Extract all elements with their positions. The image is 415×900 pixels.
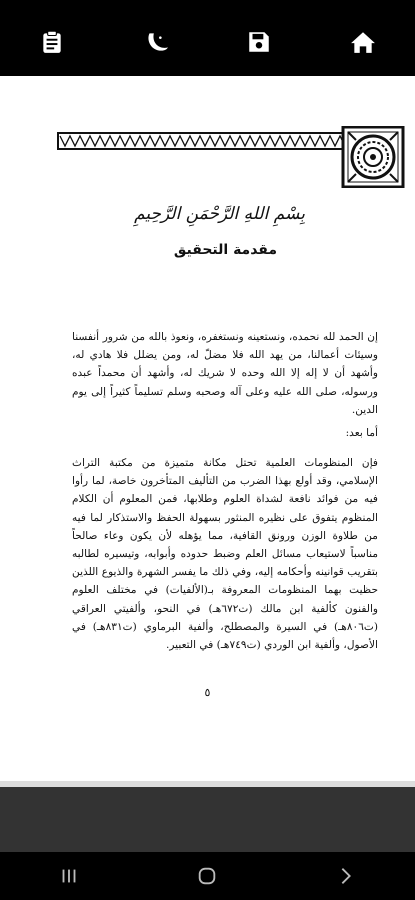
back-chevron-icon: [335, 865, 357, 887]
paragraph-main: فإن المنظومات العلمية تحتل مكانة متميزة من مكتبة التراث الإسلامي، وقد أولع بهذا الضرب من التأليف المتأخرون خاصة، لما رأوا فيه من فوائد نافعة لشداة العلوم وطلابها، فمن المعلوم أن الكلام المنظوم يتفوق على نظيره المنثور بسهولة الحفظ والاستذكار لما فيه من طلاوة الوزن ورونق القافية، مما يؤهله لأن يكون وعاء صالحاً مناسباً لاستيعاب مسائل العلم وضبط حدوده وأبوابه، وتيسيره لطالبه بتقريب قوانينه وأحكامه إليه، وفي ذلك ما يفسر الشهرة والذيوع اللذين حظيت بهما المنظومات المعروفة بـ(الألفيات) في مختلف العلوم والفنون كألفية ابن مالك (ت٦٧٢هـ) في النحو، وألفيتي العراقي (ت٨٠٦هـ) في السيرة والمصطلح، وألفية البرماوي (ت٨٣١هـ) في الأصول، وألفية ابن الوردي (ت٧٤٩هـ) في التعبير.: [72, 457, 378, 652]
recents-icon: [58, 865, 80, 887]
system-navigation-bar: [0, 852, 415, 900]
home-circle-icon: [196, 865, 218, 887]
paragraph-amma-baad: أما بعد:: [345, 427, 378, 439]
paragraph-opening: إن الحمد لله نحمده، ونستعينه ونستغفره، ونعوذ بالله من شرور أنفسنا وسيئات أعمالنا، من يهد الله فلا مضلّ له، ومن يضلل فلا هادي له، وأشهد أن لا إله إلا الله وحده لا شريك له، وأشهد أن محمداً عبده ورسوله، صلى الله عليه وعلى آله وصحبه وسلم تسليماً كثيراً إلى يوم الدين.: [72, 331, 378, 416]
moon-icon: [143, 29, 169, 55]
notes-button[interactable]: [22, 17, 82, 67]
system-home-button[interactable]: [177, 856, 237, 896]
clipboard-icon: [39, 29, 65, 55]
save-button[interactable]: [229, 17, 289, 67]
decorative-header-border: [56, 126, 406, 188]
reader-bottom-bar: [0, 787, 415, 852]
night-mode-button[interactable]: [126, 17, 186, 67]
recents-button[interactable]: [39, 856, 99, 896]
basmala: بِسْمِ اللهِ الرَّحْمَنِ الرَّحِيمِ: [134, 204, 305, 224]
reader-toolbar: [0, 0, 415, 76]
home-button[interactable]: [333, 17, 393, 67]
page-number: ٥: [204, 686, 211, 699]
save-icon: [246, 29, 272, 55]
section-heading: مقدمة التحقيق: [173, 242, 278, 258]
system-back-button[interactable]: [316, 856, 376, 896]
home-icon: [350, 29, 376, 55]
book-page[interactable]: [0, 76, 415, 781]
